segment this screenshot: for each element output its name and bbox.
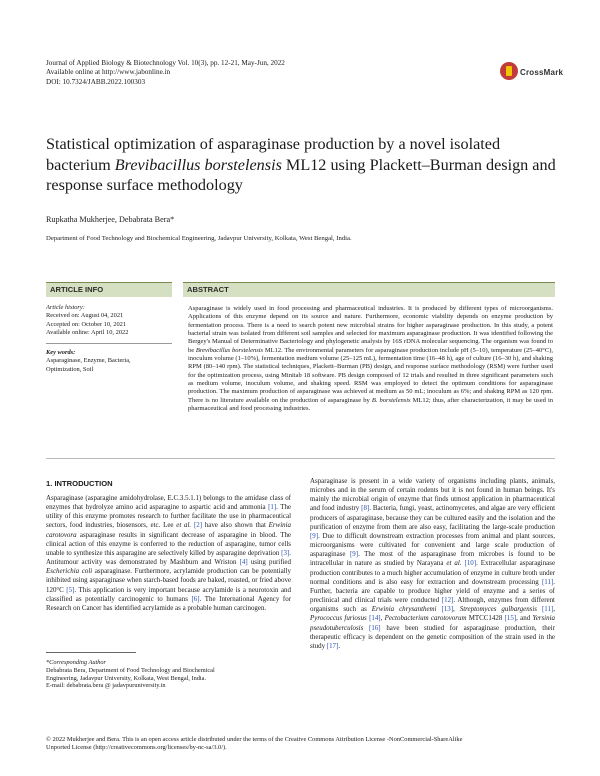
- ref-link[interactable]: [16]: [369, 623, 381, 632]
- article-info-heading: ARTICLE INFO: [50, 285, 104, 294]
- footnote-rule: [46, 652, 136, 653]
- copyright-line-1: © 2022 Mukherjee and Bera. This is an open access article distributed under the terms of the Creative Commons Attribution License -NonCommercial-ShareAlike: [46, 736, 463, 743]
- crossmark-label: CrossMark: [520, 68, 564, 77]
- footnote-line-2: Engineering, Jadavpur University, Kolkata, West Bengal, India.: [46, 674, 207, 682]
- received-date: Received on: August 04, 2021: [46, 312, 124, 320]
- ref-link[interactable]: [14]: [369, 614, 381, 623]
- intro-paragraph-2: Asparaginase is present in a wide variety of organisms including plants, animals, microbes and in the serum of certain rodents but it is not found in human beings. It's mainly the microbial origin of enzyme that finds utmost application in pharmaceutical and food industry [8]. Bacteria, fungi, yeast, actinomycetes, and algae are very efficient producers of asparaginase, because they can be cultured easily and the isolation and the purification of enzyme from them are also easy, facilitating the large-scale production [9]. Due to difficult downstream extraction processes from animal and plant sources, microorganisms were cultivated for convenient and large scale production of asparaginase [9]. The most of the asparaginase from microbes is found to be intracellular in nature as studied by Narayana et al. [10]. Extracellular asparaginase production contributes to a much higher accumulation of enzyme in culture broth under normal conditions and is also easy for extraction and downstream processing [11]. Further, bacteria are capable to produce higher yield of enzyme and a series of preclinical and clinical trials were conducted [12]. Although, enzymes from different organisms such as Erwinia chrysanthemi [13], Streptomyces gulbargensis [11], Pyrococcus furiosus [14], Pectobacterium carotovorum MTCC1428 [15], and Yersinia pseudotuberculosis [16] have been studied for asparaginase production, their therapeutic efficacy is dependent on the genetic composition of the strain used in the study [17].: [310, 477, 556, 650]
- journal-citation: Journal of Applied Biology & Biotechnology Vol. 10(3), pp. 12-21, May-Jun, 2022: [46, 59, 285, 67]
- available-date: Available online: April 10, 2022: [46, 328, 129, 336]
- ref-link[interactable]: [2]: [193, 521, 203, 530]
- ref-link[interactable]: [9]: [310, 531, 319, 540]
- info-divider: [46, 343, 172, 344]
- footnote-heading: *Corresponding Author: [46, 659, 107, 666]
- footnote-email[interactable]: E-mail: debabrata.bera @ jadavpuruniversity.in: [46, 682, 166, 690]
- doi[interactable]: DOI: 10.7324/JABB.2022.100303: [46, 77, 146, 86]
- ref-link[interactable]: [12]: [441, 596, 454, 605]
- ref-link[interactable]: [15]: [504, 614, 517, 623]
- history-heading: Article history:: [46, 304, 85, 311]
- ref-link[interactable]: [8]: [361, 504, 370, 513]
- copyright-line-2[interactable]: Unported License (http://creativecommons.org/licenses/by-nc-sa/3.0/).: [46, 744, 227, 752]
- affiliation: Department of Food Technology and Biochemical Engineering, Jadavpur University, Kolkata, West Bengal, India.: [46, 235, 352, 242]
- footnote-line-1: Debabrata Bera, Department of Food Technology and Biochemical: [46, 666, 215, 674]
- ref-link[interactable]: [6]: [191, 594, 200, 603]
- abstract-heading: ABSTRACT: [187, 285, 229, 294]
- ref-link[interactable]: [17]: [326, 641, 339, 650]
- abstract-text: Asparaginase is widely used in food processing and pharmaceutical industries. It is produced by different types of microorganisms. Applications of this enzyme depend on its source and nature. Furthermore, economic viability depends on enzyme production by fermentation process. There is a need to search potent new microbial strains for higher asparaginase production. In this study, a potent bacterial strain was isolated from different soil samples and selected for maximum asparaginase production. It was identified following the Bergey's Manual of Determinative Bacteriology and phylogenetic analysis by 16S rDNA molecular sequencing. The organism was found to be Brevibacillus borstelensis ML12. The environmental parameters for asparaginase production include pH (5–10), temperature (25–40°C), inoculum volume (1–10%), fermentation medium volume (25–125 mL), fermentation time (16–48 h), age of culture (16–30 h), and shaking RPM (80–140 rpm). The statistical techniques, Plackett–Burman (PB) design, and response surface methodology (RSM) were further used for the optimization process, using Minitab 18 software. PB design composed of 12 trials and resulted in three significant parameters such as medium volume, inoculum volume, and shaking speed. RSM was employed to detect the optimum conditions for asparaginase production. The maximum production of asparaginase was achieved at medium as 50 mL; inoculum as 6%; and shaking RPM as 120 rpm. There is no literature available on the production of asparaginase by B. borstelensis ML12; thus, after characterization, it may be used in pharmaceutical and food processing industries.: [188, 305, 553, 413]
- abstract-bottom-rule: [46, 458, 555, 459]
- accepted-date: Accepted on: October 10, 2021: [46, 320, 127, 328]
- article-history: [46, 304, 172, 337]
- crossmark-logo[interactable]: [500, 62, 564, 84]
- ref-link[interactable]: [9]: [349, 550, 359, 559]
- article-info-bar: [46, 282, 172, 297]
- abstract-bar: [183, 282, 555, 297]
- title-organism: Brevibacillus borstelensis: [114, 155, 282, 174]
- corresponding-author-footnote: [46, 659, 291, 690]
- ref-link[interactable]: [5]: [66, 585, 75, 594]
- article-title: Statistical optimization of asparaginase production by a novel isolated bacterium Brevibacillus borstelensis ML12 using Plackett–Burman design and response surface methodology: [46, 135, 556, 195]
- crossmark-icon: [500, 62, 518, 80]
- intro-paragraph-1: Asparaginase (asparagine amidohydrolase, E.C.3.5.1.1) belongs to the amidase class of enzymes that hydrolyze amino acid asparagine to aspartic acid and ammonia [1]. The utility of this enzyme promotes research to further facilitate the use in pharmaceutical sectors, food industries, biosensors, etc. Lee et al. [2] have also shown that Erwinia carotovora asparaginase results in significant decrease of asparagine in blood. The clinical action of this enzyme is conferred to the reduction of asparagine, tumor cells unable to synthesize this asparagine are selectively killed by asparagine deprivation [3]. Antitumour activity was demonstrated by Mashburn and Wriston [4] using purified Escherichia coli asparaginase. Furthermore, acrylamide production can be potentially inhibited using asparaginase when starch-based foods are baked, roasted, or fried above 120°C [5]. This application is very important because acrylamide is a neurotoxin and classified as potentially carcinogenic to humans [6]. The International Agency for Research on Cancer has identified acrylamide as a probable human carcinogen.: [46, 494, 292, 612]
- introduction-heading: 1. INTRODUCTION: [46, 479, 113, 488]
- keywords-line-2: Optimization, Soil: [46, 365, 94, 373]
- journal-url[interactable]: Available online at http://www.jabonline.in: [46, 68, 171, 77]
- ref-link[interactable]: [11]: [541, 605, 554, 614]
- copyright-notice: [46, 736, 558, 752]
- journal-header: [46, 59, 466, 87]
- keywords-heading: Key words:: [46, 349, 76, 356]
- ref-link[interactable]: [1]: [268, 503, 277, 512]
- ref-link[interactable]: [3]: [281, 548, 290, 557]
- authors: Rupkatha Mukherjee, Debabrata Bera*: [46, 215, 175, 224]
- ref-link[interactable]: [11]: [541, 577, 554, 586]
- ref-link[interactable]: [4]: [239, 558, 248, 567]
- ref-link[interactable]: [10]: [464, 559, 477, 568]
- keywords: [46, 349, 172, 374]
- keywords-line-1: Asparaginase, Enzyme, Bacteria,: [46, 357, 131, 365]
- ref-link[interactable]: [13]: [441, 605, 454, 614]
